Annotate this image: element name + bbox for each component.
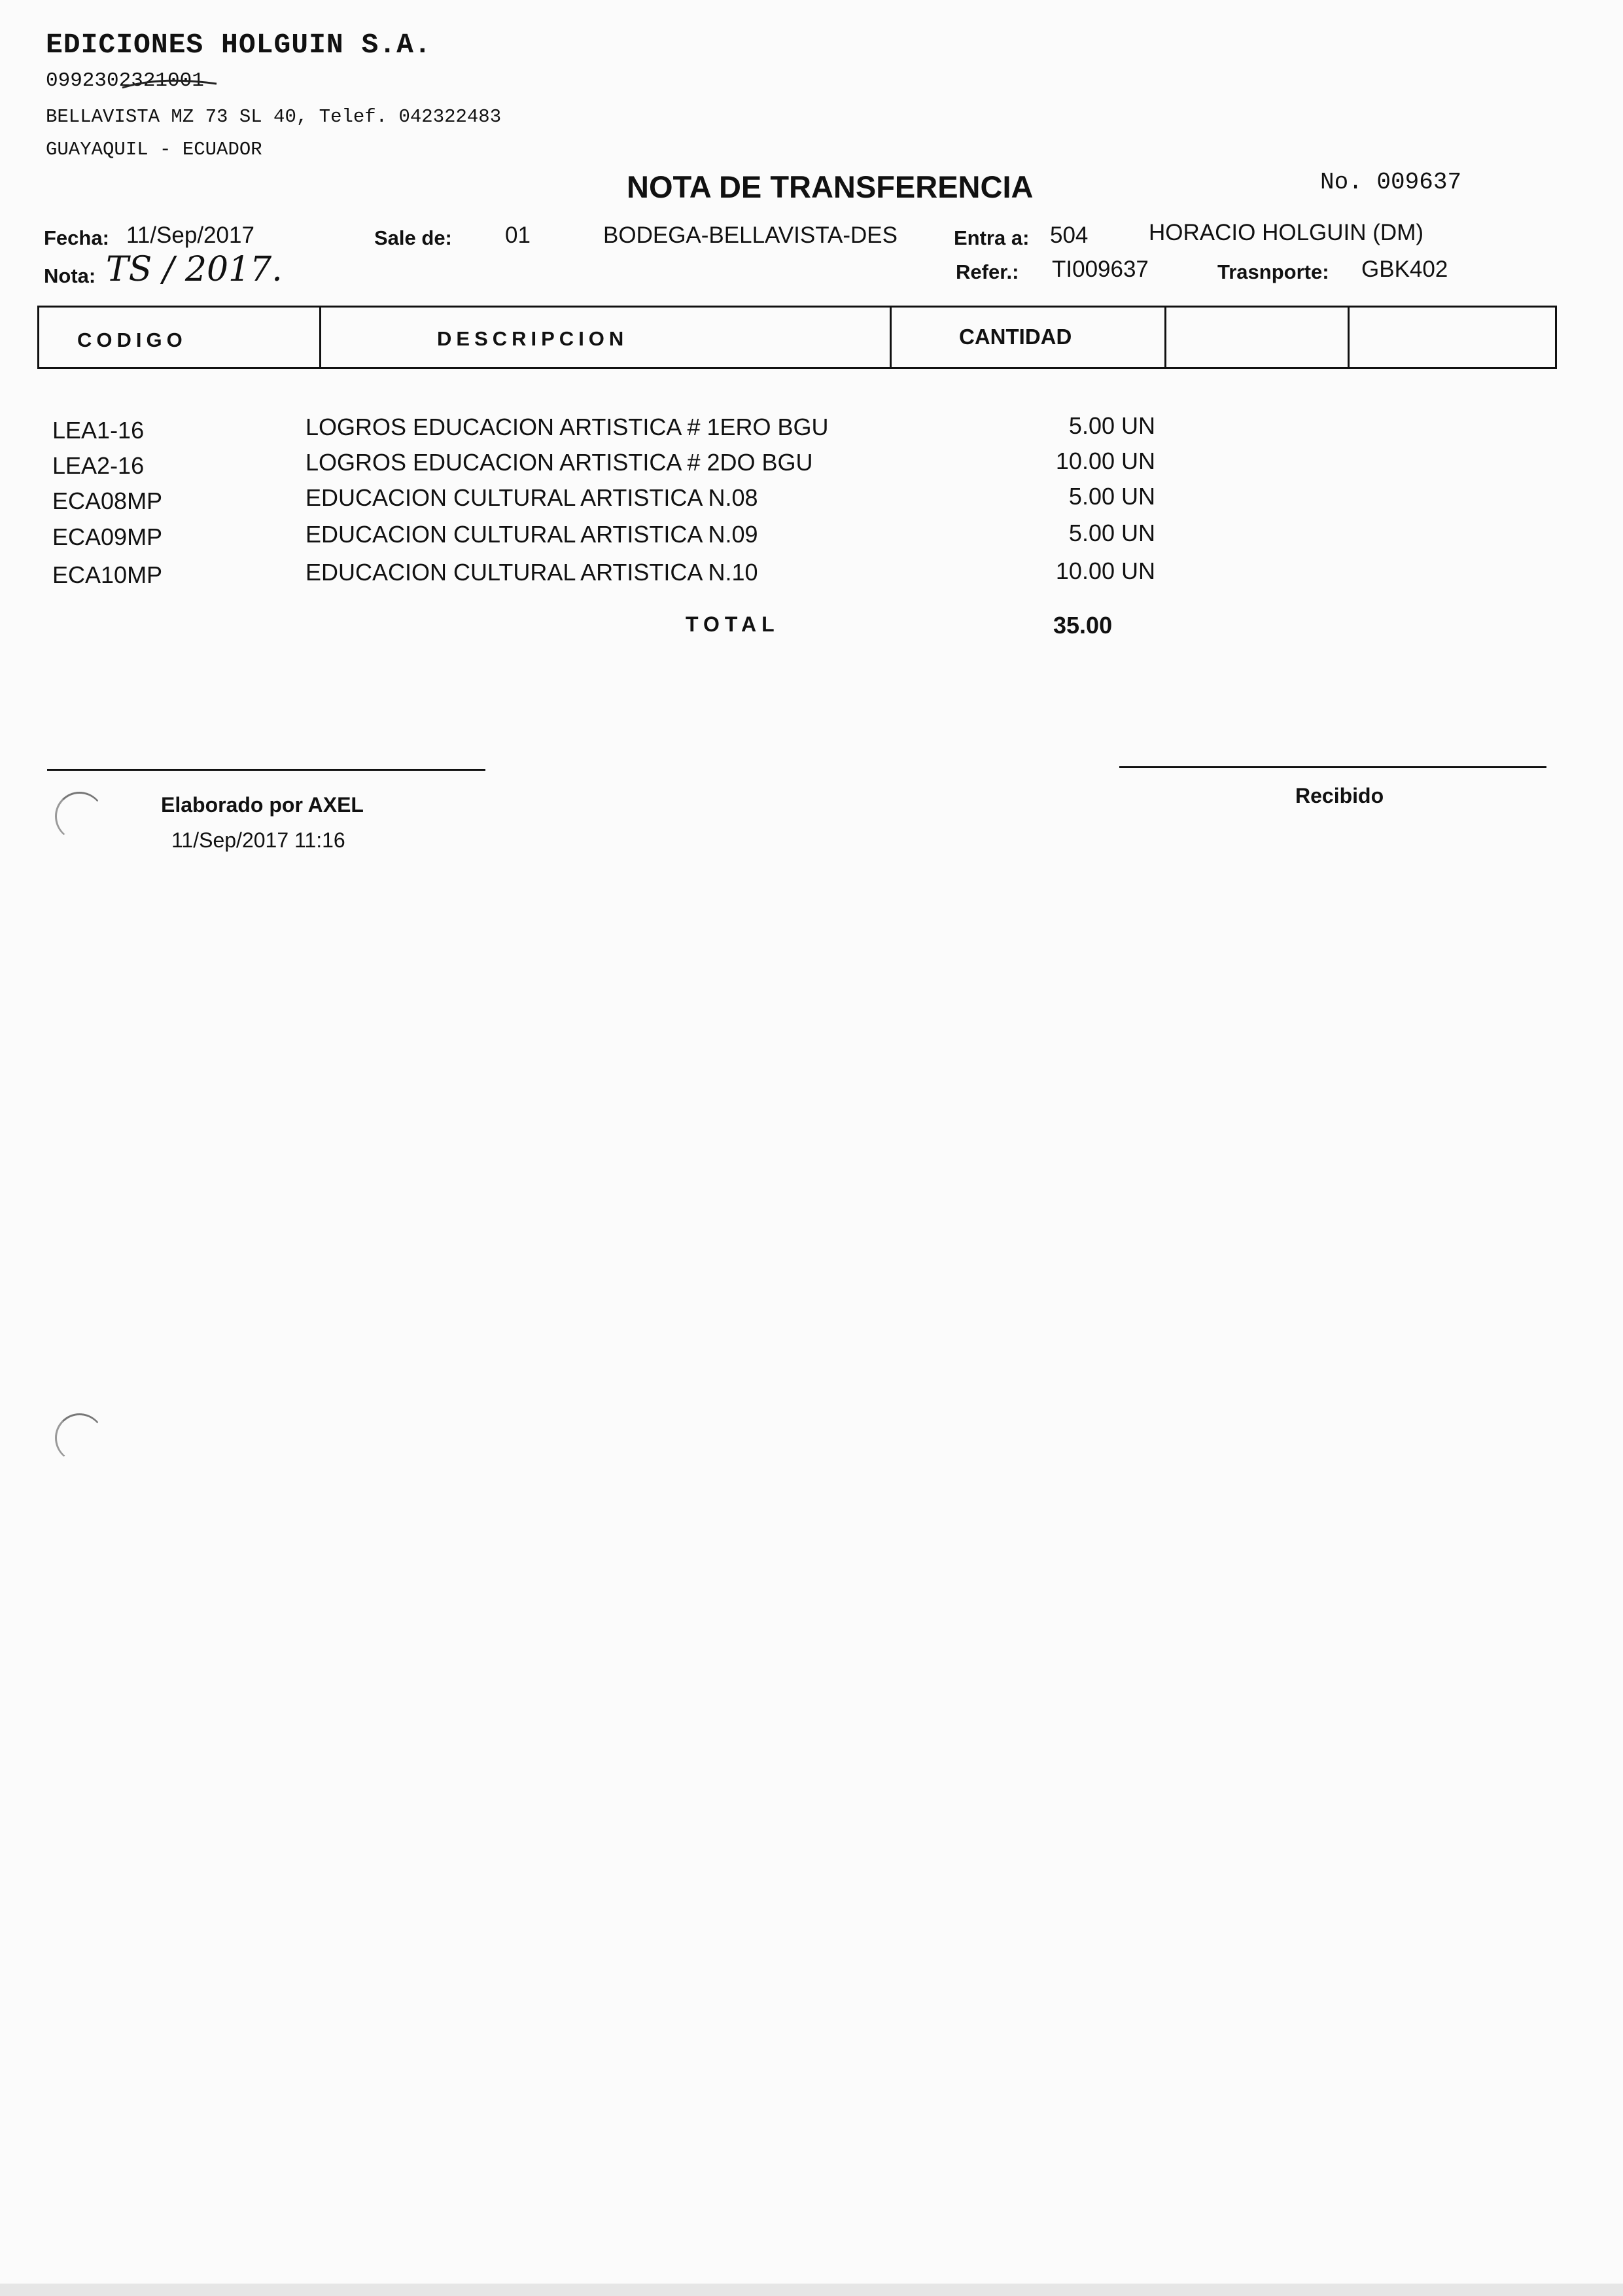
sale-de-name: BODEGA-BELLAVISTA-DES — [603, 222, 898, 248]
entra-a-code: 504 — [1050, 222, 1089, 248]
row-codigo: ECA08MP — [52, 487, 163, 514]
sale-de-label: Sale de: — [374, 226, 452, 249]
column-divider — [319, 308, 321, 367]
punch-hole-icon — [55, 1413, 104, 1462]
column-divider — [1164, 308, 1166, 367]
company-ruc: 0992302321001 — [46, 69, 204, 92]
recibido-label: Recibido — [1295, 784, 1384, 807]
nota-handwritten: TS / 2017. — [106, 250, 283, 289]
page-edge — [0, 2284, 1623, 2296]
nota-label: Nota: — [44, 264, 96, 287]
entra-a-label: Entra a: — [954, 226, 1030, 249]
column-header-codigo: CODIGO — [77, 328, 187, 351]
elaborado-date: 11/Sep/2017 11:16 — [171, 828, 345, 852]
transporte-label: Trasnporte: — [1217, 260, 1329, 283]
document-title: NOTA DE TRANSFERENCIA — [627, 169, 1034, 204]
row-descripcion: LOGROS EDUCACION ARTISTICA # 1ERO BGU — [305, 414, 829, 440]
fecha-label: Fecha: — [44, 226, 109, 249]
row-cantidad: 5.00 UN — [1068, 412, 1155, 439]
row-cantidad: 10.00 UN — [1055, 557, 1155, 584]
row-codigo: ECA10MP — [52, 561, 163, 588]
column-header-descripcion: DESCRIPCION — [437, 327, 629, 350]
company-name: EDICIONES HOLGUIN S.A. — [46, 29, 432, 61]
refer-value: TI009637 — [1052, 256, 1149, 282]
row-cantidad: 5.00 UN — [1068, 520, 1155, 546]
signature-line-recibido — [1119, 766, 1546, 768]
column-divider — [890, 308, 892, 367]
elaborado-label: Elaborado por AXEL — [161, 793, 364, 817]
row-descripcion: EDUCACION CULTURAL ARTISTICA N.09 — [305, 521, 758, 548]
total-value: 35.00 — [1053, 612, 1113, 639]
row-descripcion: EDUCACION CULTURAL ARTISTICA N.08 — [305, 484, 758, 511]
entra-a-name: HORACIO HOLGUIN (DM) — [1149, 220, 1423, 245]
row-codigo: LEA2-16 — [52, 452, 145, 479]
document-number-value: 009637 — [1376, 169, 1462, 196]
document-number-label: No. — [1320, 169, 1363, 196]
column-header-cantidad: CANTIDAD — [959, 325, 1072, 349]
document-number — [1320, 169, 1461, 196]
refer-label: Refer.: — [956, 260, 1019, 283]
row-codigo: ECA09MP — [52, 523, 163, 550]
company-address: BELLAVISTA MZ 73 SL 40, Telef. 042322483 — [46, 106, 502, 128]
total-label: TOTAL — [686, 612, 780, 636]
fecha-value: 11/Sep/2017 — [126, 222, 254, 248]
sale-de-code: 01 — [505, 222, 531, 248]
row-descripcion: LOGROS EDUCACION ARTISTICA # 2DO BGU — [305, 449, 813, 476]
punch-hole-icon — [55, 792, 104, 841]
column-divider — [1348, 308, 1350, 367]
ruc-pen-mark — [121, 77, 219, 92]
table-header — [37, 306, 1557, 369]
signature-line-elaborado — [47, 769, 485, 771]
row-codigo: LEA1-16 — [52, 417, 145, 444]
row-cantidad: 10.00 UN — [1055, 448, 1155, 474]
row-cantidad: 5.00 UN — [1068, 483, 1155, 510]
row-descripcion: EDUCACION CULTURAL ARTISTICA N.10 — [305, 559, 758, 586]
transporte-value: GBK402 — [1361, 256, 1448, 282]
company-city: GUAYAQUIL - ECUADOR — [46, 139, 262, 160]
